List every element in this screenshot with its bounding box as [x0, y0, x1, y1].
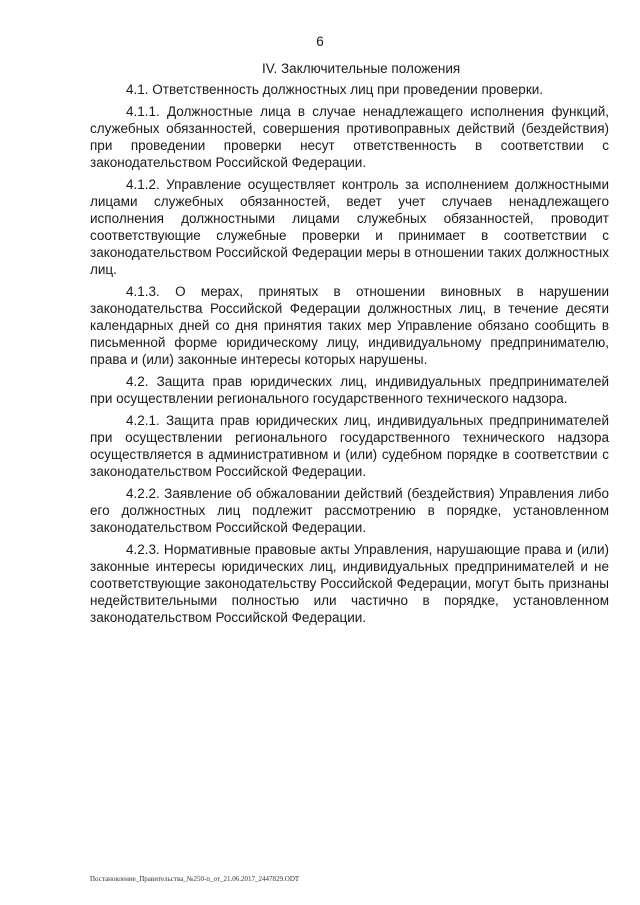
paragraph-4-1-1: 4.1.1. Должностные лица в случае ненадлежащего исполнения функций, служебных обязанностей, совершения противоправных действий (бездействия) при проведении проверки несут ответственность в соответствии с законодательством Российской Федерации. — [90, 104, 609, 170]
paragraph-4-2-2: 4.2.2. Заявление об обжаловании действий (бездействия) Управления либо его должностных лиц подлежит рассмотрению в порядке, установленном законодательством Российской Федерации. — [90, 486, 609, 535]
paragraph-4-1-3: 4.1.3. О мерах, принятых в отношении виновных в нарушении законодательства Российской Федерации должностных лиц, в течение десяти календарных дней со дня принятия таких мер Управление обязано сообщить в письменной форме юридическому лицу, индивидуальному предпринимателю, права и (или) законные интересы которых нарушены. — [90, 284, 609, 367]
page-number: 6 — [316, 34, 324, 49]
paragraph-4-1-2: 4.1.2. Управление осуществляет контроль за исполнением должностными лицами служебных обязанностей, ведет учет случаев ненадлежащего исполнения должностными лицами служебных обязанностей, проводит соответствующие служебные проверки и принимает в соответствии с законодательством Российской Федерации меры в отношении таких должностных лиц. — [90, 177, 610, 277]
paragraph-4-2-1: 4.2.1. Защита прав юридических лиц, индивидуальных предпринимателей при осуществлении регионального государственного технического надзора осуществляется в административном и (или) судебном порядке в соответствии с законодательством Российской Федерации. — [90, 413, 609, 479]
section-title: IV. Заключительные положения — [262, 61, 461, 76]
document-body — [90, 60, 609, 631]
paragraph-4-1: 4.1. Ответственность должностных лиц при проведении проверки. — [126, 82, 544, 97]
document-footer: Постановление_Правительства_№250-п_от_21.06.2017_2447829.ODT — [90, 875, 300, 883]
paragraph-4-2-3: 4.2.3. Нормативные правовые акты Управления, нарушающие права и (или) законные интересы юридических лиц, индивидуальных предпринимателей и не соответствующие законодательству Российской Федерации, могут быть признаны недействительными полностью или частично в порядке, установленном законодательством Российской Федерации. — [90, 542, 609, 625]
paragraph-4-2: 4.2. Защита прав юридических лиц, индивидуальных предпринимателей при осуществлении регионального государственного технического надзора. — [90, 374, 609, 406]
